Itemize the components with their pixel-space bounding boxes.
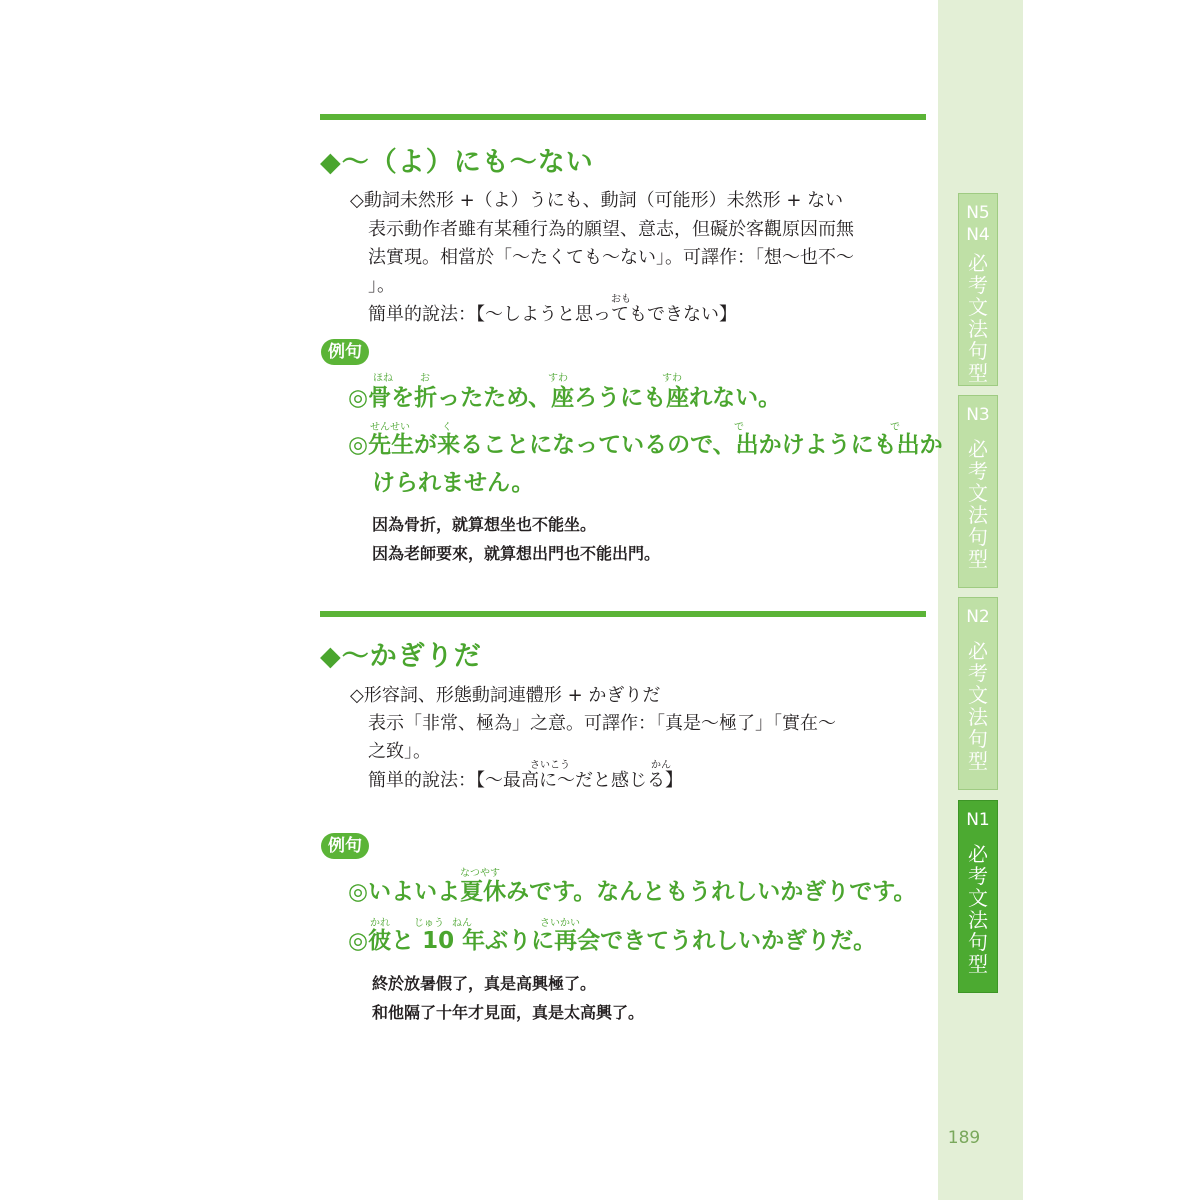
furigana: かれ [370,918,390,929]
tab-level: N5 [966,203,990,223]
section-divider [320,611,926,617]
simple-explanation: 簡単的說法：【〜最高に〜だと感じる】 [368,770,683,791]
tab-label: 必考文法句型 [968,639,988,773]
furigana: く [442,422,452,433]
furigana: おも [611,294,631,305]
tab-n5-n4[interactable] [958,193,998,386]
furigana: すわ [662,373,682,384]
example-badge: 例句 [321,339,369,365]
tab-n1[interactable] [958,800,998,993]
tab-n2[interactable] [958,597,998,790]
simple-explanation: 簡単的說法：【〜しようと思ってもできない】 [368,304,737,325]
translation: 因為骨折，就算想坐也不能坐。 [372,515,597,534]
tab-label: 必考文法句型 [968,251,988,385]
furigana: さいかい [540,918,580,929]
example-sentence: ◎いよいよ夏休みです。なんともうれしいかぎりです。 [348,879,917,905]
grammar-description: 之致」。 [368,741,431,762]
furigana: かん [651,760,671,771]
grammar-heading: ◆〜かぎりだ [320,641,482,672]
grammar-description: 」。 [368,275,395,296]
grammar-formula: ◇動詞未然形 +（よ）うにも、動詞（可能形）未然形 + ない [350,190,844,211]
grammar-description: 表示動作者雖有某種行為的願望、意志，但礙於客觀原因而無 [368,219,854,240]
furigana: なつやす [460,868,500,879]
example-sentence: けられません。 [372,470,535,496]
tab-label: 必考文法句型 [968,842,988,976]
tab-n3[interactable] [958,395,998,588]
grammar-heading: ◆〜（よ）にも〜ない [320,147,594,178]
translation: 終於放暑假了，真是高興極了。 [372,974,597,993]
grammar-formula: ◇形容詞、形態動詞連體形 + かぎりだ [350,685,661,706]
furigana: せんせい [370,422,410,433]
page-number: 189 [947,1128,981,1148]
section-divider [320,114,926,120]
example-badge: 例句 [321,833,369,859]
furigana: すわ [548,373,568,384]
tab-label: 必考文法句型 [968,437,988,571]
translation: 和他隔了十年才見面，真是太高興了。 [372,1003,645,1022]
furigana: お [420,373,430,384]
translation: 因為老師要來，就算想出門也不能出門。 [372,544,661,563]
furigana: ほね [373,373,393,384]
example-sentence: ◎骨を折ったため、座ろうにも座れない。 [348,385,782,411]
grammar-description: 表示「非常、極為」之意。可譯作：「真是〜極了」「實在〜 [368,713,836,734]
tab-level: N2 [966,607,990,627]
example-sentence: ◎彼と 10 年ぶりに再会できてうれしいかぎりだ。 [348,928,877,954]
furigana: ねん [452,918,472,929]
tab-level-2: N4 [966,225,990,245]
grammar-description: 法實現。相當於「〜たくても〜ない」。可譯作：「想〜也不〜 [368,247,854,268]
tab-level: N3 [966,405,990,425]
example-sentence: ◎先生が来ることになっているので、出かけようにも出か [348,432,943,458]
furigana: さいこう [530,760,570,771]
furigana: で [890,422,900,433]
tab-level: N1 [966,810,990,830]
furigana: じゅう [414,918,444,929]
furigana: で [734,422,744,433]
